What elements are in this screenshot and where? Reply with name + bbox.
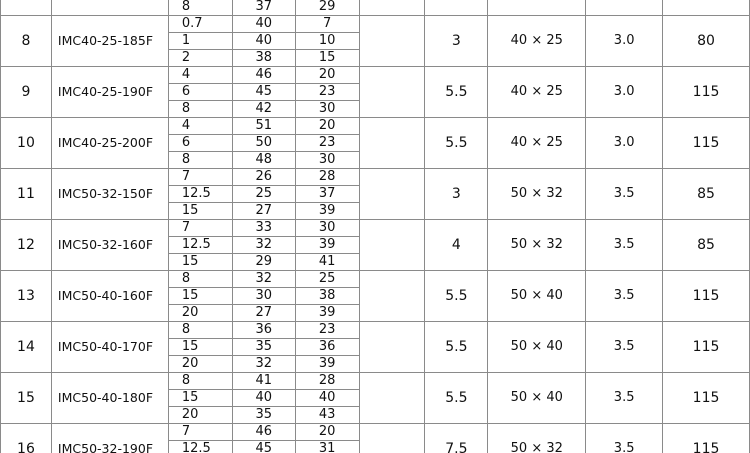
model-cell: IMC50-40-170F <box>51 322 168 373</box>
flow-cell: 12.5 <box>168 441 232 453</box>
npsh-cell: 30 <box>295 152 359 169</box>
last-value-cell: 85 <box>663 169 750 220</box>
npsh-cell: 39 <box>295 237 359 254</box>
table-row <box>1 373 750 390</box>
flow-cell: 7 <box>168 424 232 441</box>
head-cell: 40 <box>232 33 295 50</box>
row-number-cell: 15 <box>1 373 52 424</box>
power-cell: 5.5 <box>425 118 488 169</box>
row-number-cell: 16 <box>1 424 52 453</box>
size-cell: 50 × 32 <box>488 169 586 220</box>
last-value-cell: 115 <box>663 322 750 373</box>
blank-cell <box>359 220 425 271</box>
flow-cell: 15 <box>168 339 232 356</box>
model-cell: IMC50-32-150F <box>51 169 168 220</box>
weight-cell: 3.0 <box>586 118 663 169</box>
npsh-cell: 23 <box>295 322 359 339</box>
flow-cell: 15 <box>168 390 232 407</box>
model-cell: IMC40-25-200F <box>51 118 168 169</box>
table-row <box>1 118 750 135</box>
weight-cell: 3.5 <box>586 424 663 453</box>
head-cell: 45 <box>232 84 295 101</box>
size-cell: 50 × 32 <box>488 220 586 271</box>
head-cell: 32 <box>232 356 295 373</box>
flow-cell: 20 <box>168 305 232 322</box>
weight-cell <box>586 0 663 16</box>
table-row <box>1 424 750 441</box>
flow-cell: 6 <box>168 135 232 152</box>
table-row <box>1 67 750 84</box>
head-cell: 25 <box>232 186 295 203</box>
power-cell: 3 <box>425 16 488 67</box>
head-cell: 32 <box>232 237 295 254</box>
npsh-cell: 30 <box>295 101 359 118</box>
last-value-cell: 115 <box>663 271 750 322</box>
npsh-cell: 36 <box>295 339 359 356</box>
npsh-cell: 39 <box>295 203 359 220</box>
head-cell: 29 <box>232 254 295 271</box>
head-cell: 41 <box>232 373 295 390</box>
head-cell: 45 <box>232 441 295 453</box>
table-row <box>1 169 750 186</box>
npsh-cell: 10 <box>295 33 359 50</box>
npsh-cell: 40 <box>295 390 359 407</box>
blank-cell <box>359 424 425 453</box>
size-cell: 40 × 25 <box>488 67 586 118</box>
flow-cell: 12.5 <box>168 186 232 203</box>
flow-cell: 8 <box>168 322 232 339</box>
weight-cell: 3.5 <box>586 220 663 271</box>
blank-cell <box>359 322 425 373</box>
model-cell: IMC50-40-160F <box>51 271 168 322</box>
npsh-cell: 15 <box>295 50 359 67</box>
npsh-cell: 20 <box>295 118 359 135</box>
size-cell: 50 × 40 <box>488 373 586 424</box>
npsh-cell: 43 <box>295 407 359 424</box>
weight-cell: 3.0 <box>586 67 663 118</box>
npsh-cell: 23 <box>295 84 359 101</box>
weight-cell: 3.5 <box>586 373 663 424</box>
model-cell: IMC50-32-190F <box>51 424 168 453</box>
power-cell: 5.5 <box>425 322 488 373</box>
last-value-cell: 115 <box>663 118 750 169</box>
head-cell: 27 <box>232 203 295 220</box>
flow-cell: 8 <box>168 271 232 288</box>
head-cell: 48 <box>232 152 295 169</box>
head-cell: 40 <box>232 390 295 407</box>
table-row <box>1 322 750 339</box>
power-cell: 5.5 <box>425 373 488 424</box>
power-cell: 4 <box>425 220 488 271</box>
last-value-cell: 115 <box>663 67 750 118</box>
flow-cell: 20 <box>168 356 232 373</box>
power-cell <box>425 0 488 16</box>
blank-cell <box>359 169 425 220</box>
table-row <box>1 220 750 237</box>
flow-cell: 1 <box>168 33 232 50</box>
blank-cell <box>359 0 425 16</box>
npsh-cell: 38 <box>295 288 359 305</box>
head-cell: 26 <box>232 169 295 186</box>
head-cell: 46 <box>232 67 295 84</box>
size-cell: 40 × 25 <box>488 118 586 169</box>
npsh-cell: 30 <box>295 220 359 237</box>
npsh-cell: 31 <box>295 441 359 453</box>
flow-cell: 0.7 <box>168 16 232 33</box>
table-row <box>1 16 750 33</box>
blank-cell <box>359 67 425 118</box>
flow-cell: 7 <box>168 169 232 186</box>
head-cell: 36 <box>232 322 295 339</box>
model-cell <box>51 0 168 16</box>
npsh-cell: 28 <box>295 169 359 186</box>
blank-cell <box>359 373 425 424</box>
blank-cell <box>359 16 425 67</box>
npsh-cell: 29 <box>295 0 359 16</box>
npsh-cell: 23 <box>295 135 359 152</box>
row-number-cell: 13 <box>1 271 52 322</box>
head-cell: 50 <box>232 135 295 152</box>
table-body <box>1 0 750 453</box>
npsh-cell: 20 <box>295 424 359 441</box>
head-cell: 35 <box>232 407 295 424</box>
table-row <box>1 0 750 16</box>
model-cell: IMC40-25-185F <box>51 16 168 67</box>
head-cell: 37 <box>232 0 295 16</box>
weight-cell: 3.5 <box>586 271 663 322</box>
size-cell: 50 × 40 <box>488 271 586 322</box>
no-cell <box>1 0 52 16</box>
row-number-cell: 8 <box>1 16 52 67</box>
weight-cell: 3.0 <box>586 16 663 67</box>
head-cell: 35 <box>232 339 295 356</box>
last-cell <box>663 0 750 16</box>
flow-cell: 8 <box>168 152 232 169</box>
row-number-cell: 9 <box>1 67 52 118</box>
flow-cell: 4 <box>168 118 232 135</box>
flow-cell: 15 <box>168 203 232 220</box>
npsh-cell: 7 <box>295 16 359 33</box>
flow-cell: 20 <box>168 407 232 424</box>
flow-cell: 7 <box>168 220 232 237</box>
npsh-cell: 39 <box>295 305 359 322</box>
weight-cell: 3.5 <box>586 322 663 373</box>
flow-cell: 15 <box>168 288 232 305</box>
npsh-cell: 41 <box>295 254 359 271</box>
row-number-cell: 12 <box>1 220 52 271</box>
flow-cell: 4 <box>168 67 232 84</box>
row-number-cell: 14 <box>1 322 52 373</box>
last-value-cell: 85 <box>663 220 750 271</box>
flow-cell: 12.5 <box>168 237 232 254</box>
flow-cell: 8 <box>168 101 232 118</box>
row-number-cell: 11 <box>1 169 52 220</box>
power-cell: 3 <box>425 169 488 220</box>
npsh-cell: 39 <box>295 356 359 373</box>
last-value-cell: 80 <box>663 16 750 67</box>
last-value-cell: 115 <box>663 373 750 424</box>
head-cell: 42 <box>232 101 295 118</box>
size-cell: 40 × 25 <box>488 16 586 67</box>
head-cell: 33 <box>232 220 295 237</box>
last-value-cell: 115 <box>663 424 750 453</box>
power-cell: 5.5 <box>425 271 488 322</box>
flow-cell: 8 <box>168 373 232 390</box>
npsh-cell: 20 <box>295 67 359 84</box>
head-cell: 40 <box>232 16 295 33</box>
flow-cell: 15 <box>168 254 232 271</box>
head-cell: 32 <box>232 271 295 288</box>
model-cell: IMC50-32-160F <box>51 220 168 271</box>
power-cell: 5.5 <box>425 67 488 118</box>
npsh-cell: 28 <box>295 373 359 390</box>
power-cell: 7.5 <box>425 424 488 453</box>
model-cell: IMC50-40-180F <box>51 373 168 424</box>
model-cell: IMC40-25-190F <box>51 67 168 118</box>
table-row <box>1 271 750 288</box>
blank-cell <box>359 118 425 169</box>
head-cell: 46 <box>232 424 295 441</box>
size-cell <box>488 0 586 16</box>
head-cell: 38 <box>232 50 295 67</box>
head-cell: 51 <box>232 118 295 135</box>
head-cell: 27 <box>232 305 295 322</box>
size-cell: 50 × 40 <box>488 322 586 373</box>
flow-cell: 8 <box>168 0 232 16</box>
weight-cell: 3.5 <box>586 169 663 220</box>
row-number-cell: 10 <box>1 118 52 169</box>
npsh-cell: 25 <box>295 271 359 288</box>
head-cell: 30 <box>232 288 295 305</box>
flow-cell: 2 <box>168 50 232 67</box>
npsh-cell: 37 <box>295 186 359 203</box>
flow-cell: 6 <box>168 84 232 101</box>
blank-cell <box>359 271 425 322</box>
size-cell: 50 × 32 <box>488 424 586 453</box>
